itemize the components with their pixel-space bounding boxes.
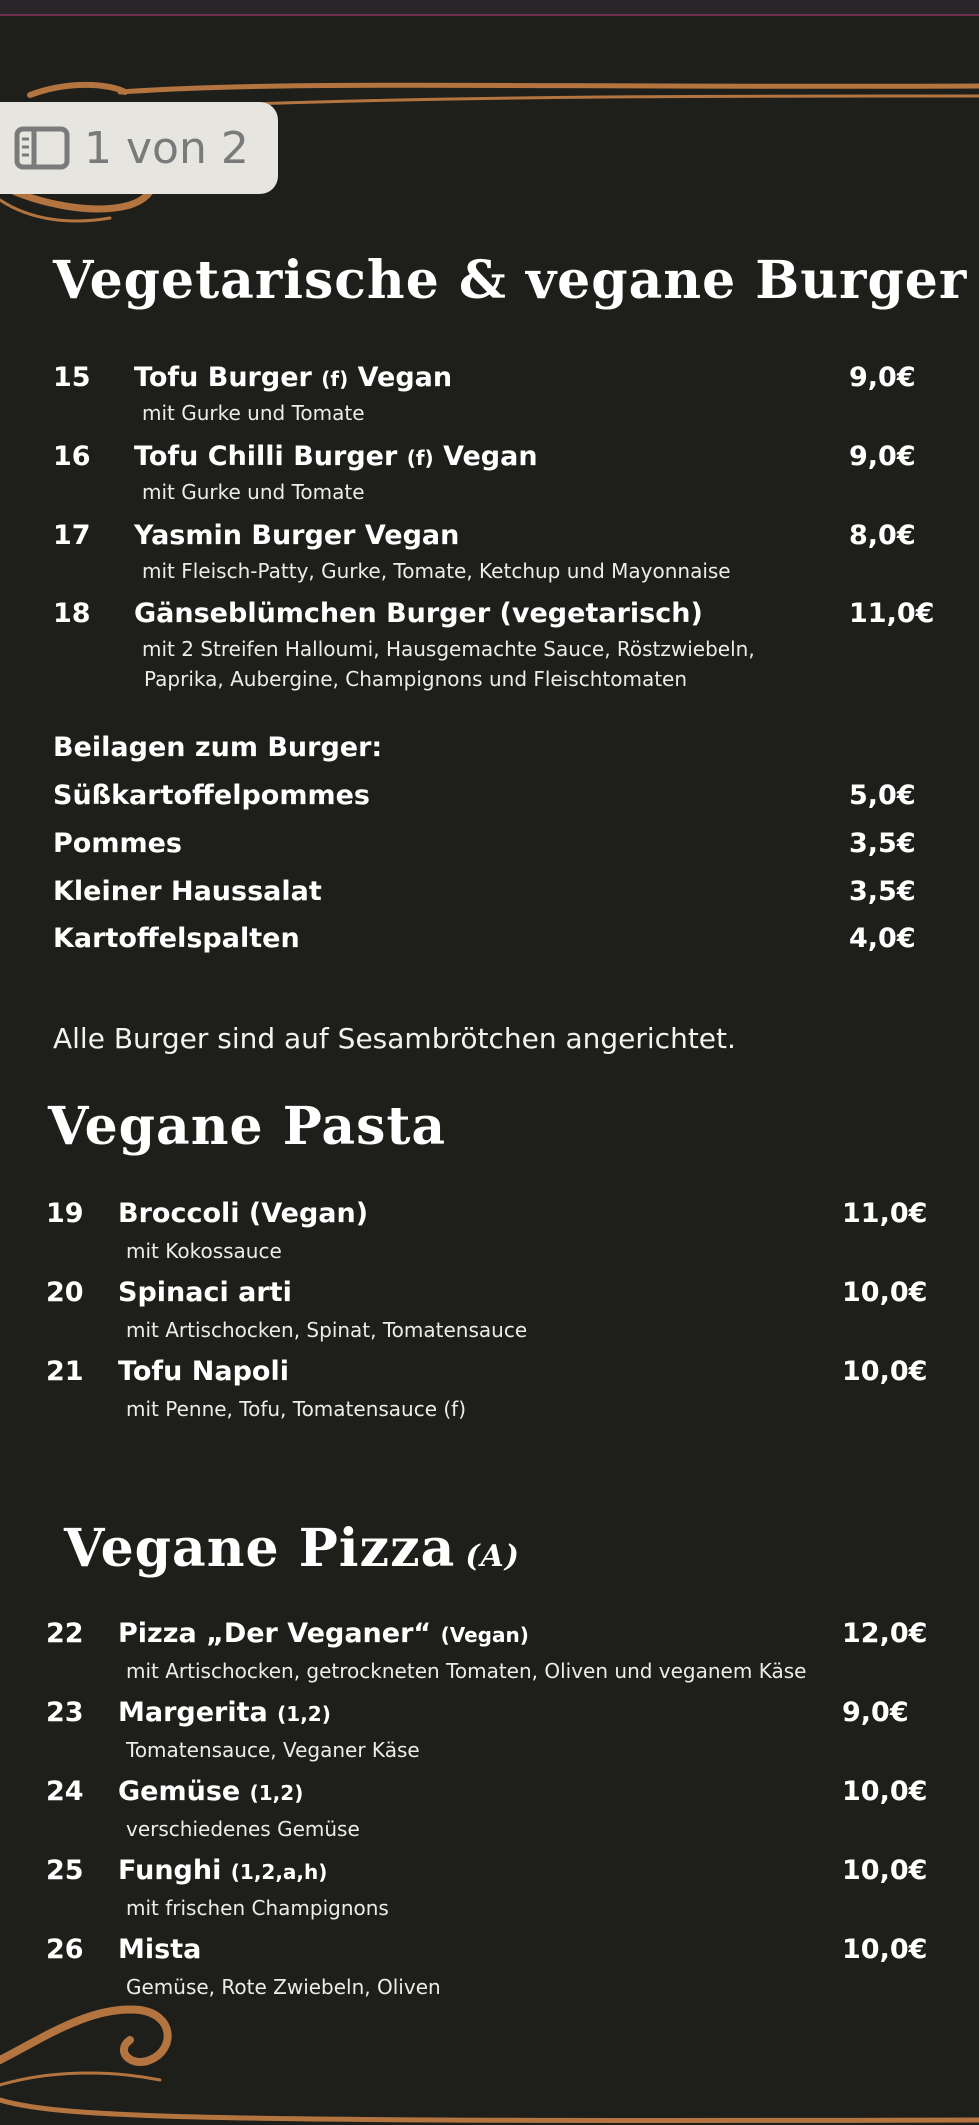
side-price: 3,5€: [849, 828, 916, 859]
item-name: Spinaci arti: [118, 1277, 292, 1308]
item-name: Gänseblümchen Burger (vegetarisch): [134, 598, 703, 629]
section-title-burger: Vegetarische & vegane Burger: [53, 250, 968, 311]
section-title-pizza: Vegane Pizza (A): [64, 1518, 520, 1579]
item-description: mit frischen Champignons: [126, 1896, 389, 1920]
item-description: mit 2 Streifen Halloumi, Hausgemachte Sauce, Röstzwiebeln,: [142, 637, 755, 661]
burger-note: Alle Burger sind auf Sesambrötchen angerichtet.: [53, 1022, 736, 1055]
section-title-pasta: Vegane Pasta: [48, 1096, 447, 1157]
side-item: [0, 780, 979, 820]
item-number: 16: [53, 441, 91, 472]
pizza-allergen-tag: (A): [465, 1539, 520, 1574]
side-name: Kleiner Haussalat: [53, 876, 322, 907]
sidebar-pages-icon: [14, 126, 70, 170]
item-number: 18: [53, 598, 91, 629]
item-number: 23: [46, 1697, 84, 1728]
menu-item: [0, 1855, 979, 1935]
side-name: Kartoffelspalten: [53, 923, 300, 954]
side-price: 5,0€: [849, 780, 916, 811]
item-number: 26: [46, 1934, 84, 1965]
side-item: [0, 828, 979, 868]
item-number: 19: [46, 1198, 84, 1229]
item-price: 10,0€: [842, 1855, 928, 1886]
item-price: 12,0€: [842, 1618, 928, 1649]
menu-item: [0, 1697, 979, 1777]
item-price: 10,0€: [842, 1776, 928, 1807]
item-price: 9,0€: [849, 362, 916, 393]
side-item: [0, 923, 979, 963]
item-price: 10,0€: [842, 1934, 928, 1965]
menu-item: [0, 1356, 979, 1436]
menu-item: [0, 1776, 979, 1856]
menu-item: [0, 1198, 979, 1278]
item-number: 17: [53, 520, 91, 551]
item-description: mit Kokossauce: [126, 1239, 282, 1263]
item-name: Yasmin Burger Vegan: [134, 520, 460, 551]
item-number: 20: [46, 1277, 84, 1308]
item-name: Funghi (1,2,a,h): [118, 1855, 328, 1886]
item-description: mit Artischocken, Spinat, Tomatensauce: [126, 1318, 528, 1342]
side-item: [0, 876, 979, 916]
menu-item: [0, 520, 979, 600]
item-number: 24: [46, 1776, 84, 1807]
item-description: Tomatensauce, Veganer Käse: [126, 1738, 420, 1762]
item-description: mit Artischocken, getrockneten Tomaten, Oliven und veganem Käse: [126, 1659, 807, 1683]
side-price: 3,5€: [849, 876, 916, 907]
item-description: mit Penne, Tofu, Tomatensauce (f): [126, 1397, 467, 1421]
item-price: 9,0€: [849, 441, 916, 472]
item-description: mit Fleisch-Patty, Gurke, Tomate, Ketchup und Mayonnaise: [142, 559, 731, 583]
item-description-line2: Paprika, Aubergine, Champignons und Fleischtomaten: [144, 667, 688, 691]
page-indicator-text: 1 von 2: [84, 122, 249, 174]
item-description: Gemüse, Rote Zwiebeln, Oliven: [126, 1975, 441, 1999]
item-name: Gemüse (1,2): [118, 1776, 304, 1807]
item-number: 15: [53, 362, 91, 393]
item-name: Tofu Napoli: [118, 1356, 289, 1387]
side-name: Pommes: [53, 828, 182, 859]
item-name: Tofu Burger (f) Vegan: [134, 362, 453, 393]
item-number: 25: [46, 1855, 84, 1886]
side-name: Süßkartoffelpommes: [53, 780, 370, 811]
menu-item: [0, 1618, 979, 1698]
item-number: 22: [46, 1618, 84, 1649]
item-name: Margerita (1,2): [118, 1697, 331, 1728]
page-indicator[interactable]: [0, 102, 278, 194]
item-description: verschiedenes Gemüse: [126, 1817, 360, 1841]
item-price: 10,0€: [842, 1356, 928, 1387]
menu-item: [0, 362, 979, 442]
item-name: Tofu Chilli Burger (f) Vegan: [134, 441, 538, 472]
menu-item: [0, 1934, 979, 2014]
item-price: 8,0€: [849, 520, 916, 551]
sides-heading: Beilagen zum Burger:: [53, 732, 383, 763]
menu-item: [0, 598, 979, 698]
menu-item: [0, 1277, 979, 1357]
item-price: 11,0€: [842, 1198, 928, 1229]
item-name: Mista: [118, 1934, 202, 1965]
item-name: Pizza „Der Veganer“ (Vegan): [118, 1618, 529, 1649]
top-strip: [0, 0, 979, 16]
item-name: Broccoli (Vegan): [118, 1198, 369, 1229]
item-description: mit Gurke und Tomate: [142, 480, 365, 504]
item-number: 21: [46, 1356, 84, 1387]
item-description: mit Gurke und Tomate: [142, 401, 365, 425]
item-price: 9,0€: [842, 1697, 909, 1728]
item-price: 10,0€: [842, 1277, 928, 1308]
side-price: 4,0€: [849, 923, 916, 954]
item-price: 11,0€: [849, 598, 935, 629]
menu-item: [0, 441, 979, 521]
